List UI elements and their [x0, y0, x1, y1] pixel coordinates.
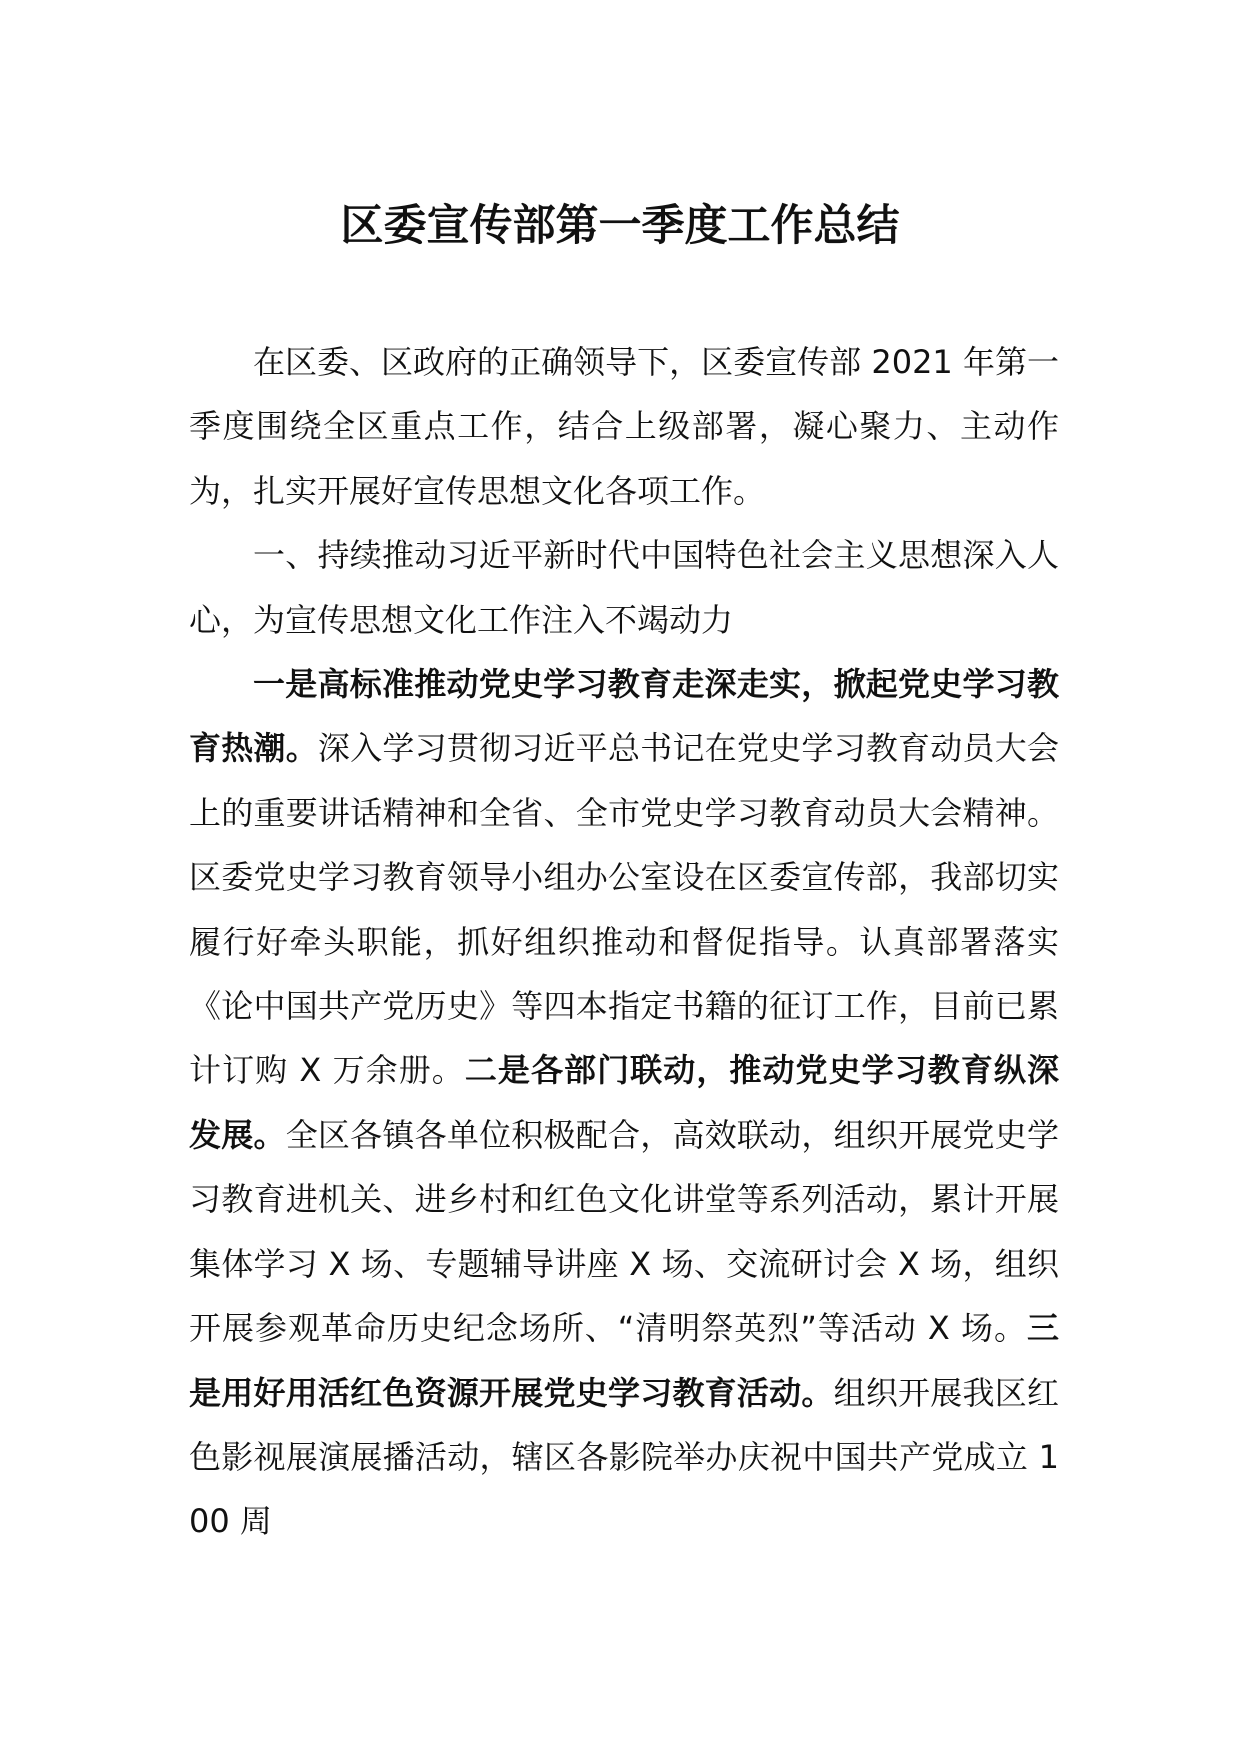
- point-1-text: 深入学习贯彻习近平总书记在党史学习教育动员大会上的重要讲话精神和全省、全市党史学习教育动员大会精神。区委党史学习教育领导小组办公室设在区委宣传部，我部切实履行好牵头职能，抓好组织推动和督促指导。认真部署落实《论中国共产党历史》等四本指定书籍的征订工作，目前已累计订购 X 万余册。: [189, 729, 1059, 1090]
- point-2-title: 二是各部门联动，推动党史学习教育纵深发展。: [189, 1051, 1059, 1154]
- point-1-title: 一是高标准推动党史学习教育走深走实，掀起党史学习教育热潮。: [189, 665, 1059, 768]
- document-body: [189, 330, 1059, 1554]
- point-2-text: 全区各镇各单位积极配合，高效联动，组织开展党史学习教育进机关、进乡村和红色文化讲堂等系列活动，累计开展集体学习 X 场、专题辅导讲座 X 场、交流研讨会 X 场，组织开展参观革命历史纪念场所、“清明祭英烈”等活动 X 场。: [189, 1115, 1059, 1348]
- intro-paragraph: 在区委、区政府的正确领导下，区委宣传部 2021 年第一季度围绕全区重点工作，结合上级部署，凝心聚力、主动作为，扎实开展好宣传思想文化各项工作。: [189, 343, 1059, 510]
- section-1-heading: 一、持续推动习近平新时代中国特色社会主义思想深入人心，为宣传思想文化工作注入不竭动力: [189, 536, 1059, 639]
- point-3-text: 组织开展我区红色影视展演展播活动，辖区各影院举办庆祝中国共产党成立 100 周: [189, 1373, 1059, 1541]
- point-3-title: 三是用好用活红色资源开展党史学习教育活动。: [189, 1309, 1059, 1412]
- document-title: 区委宣传部第一季度工作总结: [340, 201, 900, 251]
- section-1-paragraph: [189, 652, 1059, 1554]
